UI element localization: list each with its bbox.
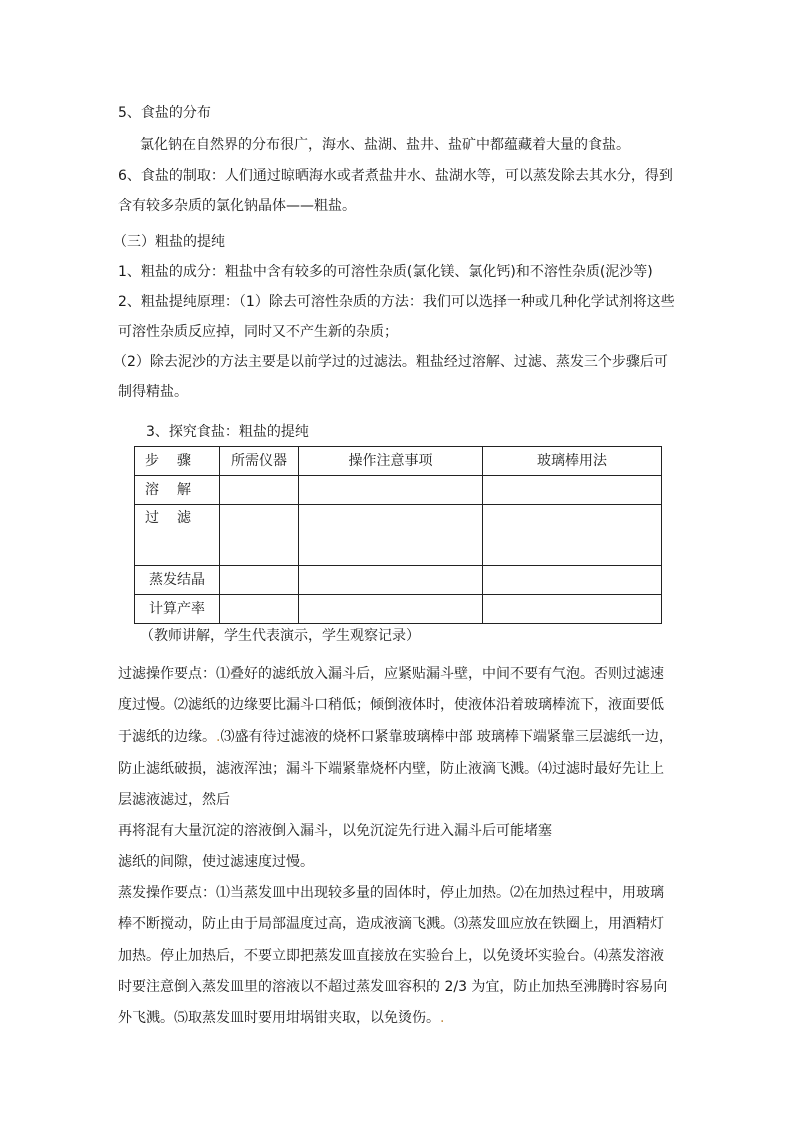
filter-points-line-1: 过滤操作要点：⑴叠好的滤纸放入漏斗后，应紧贴漏斗壁，中间不要有气泡。否则过滤速	[118, 666, 664, 682]
explore-title: 3、探究食盐：粗盐的提纯	[146, 424, 309, 440]
step-evaporate-crystallize: 蒸发结晶	[135, 566, 220, 595]
table-cell	[299, 566, 483, 595]
step-filter: 过滤	[135, 505, 220, 566]
evap-points-line-4: 时要注意倒入蒸发皿里的溶液以不超过蒸发皿容积的 2/3 为宜，防止加热至沸腾时容易向	[118, 979, 668, 995]
filter-points-line-3b: ⑶盛有待过滤液的烧杯口紧靠玻璃棒中部 玻璃棒下端紧靠三层滤纸一边，	[220, 729, 673, 745]
section-3-title: （三）粗盐的提纯	[113, 234, 225, 250]
purification-principle-line-4: 制得精盐。	[118, 384, 188, 400]
table-cell	[299, 595, 483, 624]
table-cell	[483, 476, 662, 505]
header-step: 步骤	[135, 447, 220, 476]
header-glass-rod-usage: 玻璃棒用法	[483, 447, 662, 476]
filter-points-line-3a: 于滤纸的边缘。	[118, 729, 216, 745]
table-cell	[220, 505, 299, 566]
evap-points-line-2: 棒不断搅动，防止由于局部温度过高，造成液滴飞溅。⑶蒸发皿应放在铁圈上，用酒精灯	[118, 916, 664, 932]
section-5-title: 5、食盐的分布	[118, 105, 211, 121]
filter-points-line-6: 再将混有大量沉淀的溶液倒入漏斗，以免沉淀先行进入漏斗后可能堵塞	[118, 823, 552, 839]
filter-points-line-2: 度过慢。⑵滤纸的边缘要比漏斗口稍低；倾倒液体时，使液体沿着玻璃棒流下，液面要低	[118, 697, 664, 713]
table-cell	[220, 595, 299, 624]
purification-principle-line-3: （2）除去泥沙的方法主要是以前学过的过滤法。粗盐经过溶解、过滤、蒸发三个步骤后可	[113, 354, 668, 370]
stray-dot: .	[440, 1010, 445, 1026]
table-cell	[220, 476, 299, 505]
crude-salt-composition: 1、粗盐的成分：粗盐中含有较多的可溶性杂质(氯化镁、氯化钙)和不溶性杂质(泥沙等)	[118, 264, 653, 280]
evap-points-line-3: 加热。停止加热后，不要立即把蒸发皿直接放在实验台上，以免烫坏实验台。⑷蒸发溶液	[118, 948, 664, 964]
table-row	[135, 566, 662, 595]
purification-principle-line-2: 可溶性杂质反应掉，同时又不产生新的杂质；	[118, 324, 398, 340]
step-calculate-yield: 计算产率	[135, 595, 220, 624]
filter-points-line-4: 防止滤纸破损，滤液浑浊；漏斗下端紧靠烧杯内壁，防止液滴飞溅。⑷过滤时最好先让上	[118, 761, 664, 777]
table-cell	[220, 566, 299, 595]
header-precautions: 操作注意事项	[299, 447, 483, 476]
table-cell	[299, 505, 483, 566]
table-cell	[483, 595, 662, 624]
table-cell	[483, 505, 662, 566]
filter-points-line-3	[118, 727, 678, 747]
table-cell	[299, 476, 483, 505]
table-note: （教师讲解，学生代表演示，学生观察记录）	[140, 628, 420, 644]
section-5-body: 氯化钠在自然界的分布很广，海水、盐湖、盐井、盐矿中都蕴藏着大量的食盐。	[140, 137, 630, 153]
table-cell	[483, 566, 662, 595]
filter-points-line-7: 滤纸的间隙，使过滤速度过慢。	[118, 854, 314, 870]
evap-points-line-5a: 外飞溅。⑸取蒸发皿时要用坩埚钳夹取，以免烫伤。	[118, 1010, 440, 1026]
purification-table	[134, 446, 662, 624]
evap-points-line-5	[118, 1008, 678, 1028]
table-row	[135, 476, 662, 505]
purification-principle-line-1: 2、粗盐提纯原理：（1）除去可溶性杂质的方法：我们可以选择一种或几种化学试剂将这些	[118, 294, 675, 310]
step-dissolve: 溶解	[135, 476, 220, 505]
evap-points-line-1: 蒸发操作要点：⑴当蒸发皿中出现较多量的固体时，停止加热。⑵在加热过程中，用玻璃	[118, 885, 664, 901]
section-6-line-2: 含有较多杂质的氯化钠晶体——粗盐。	[118, 198, 356, 214]
table-row	[135, 595, 662, 624]
stray-dot: .	[216, 729, 221, 745]
table-row	[135, 505, 662, 566]
filter-points-line-5: 层滤液滤过，然后	[118, 792, 230, 808]
table-header-row	[135, 447, 662, 476]
section-6-line-1: 6、食盐的制取：人们通过晾晒海水或者煮盐井水、盐湖水等，可以蒸发除去其水分，得到	[118, 168, 673, 184]
header-instruments: 所需仪器	[220, 447, 299, 476]
